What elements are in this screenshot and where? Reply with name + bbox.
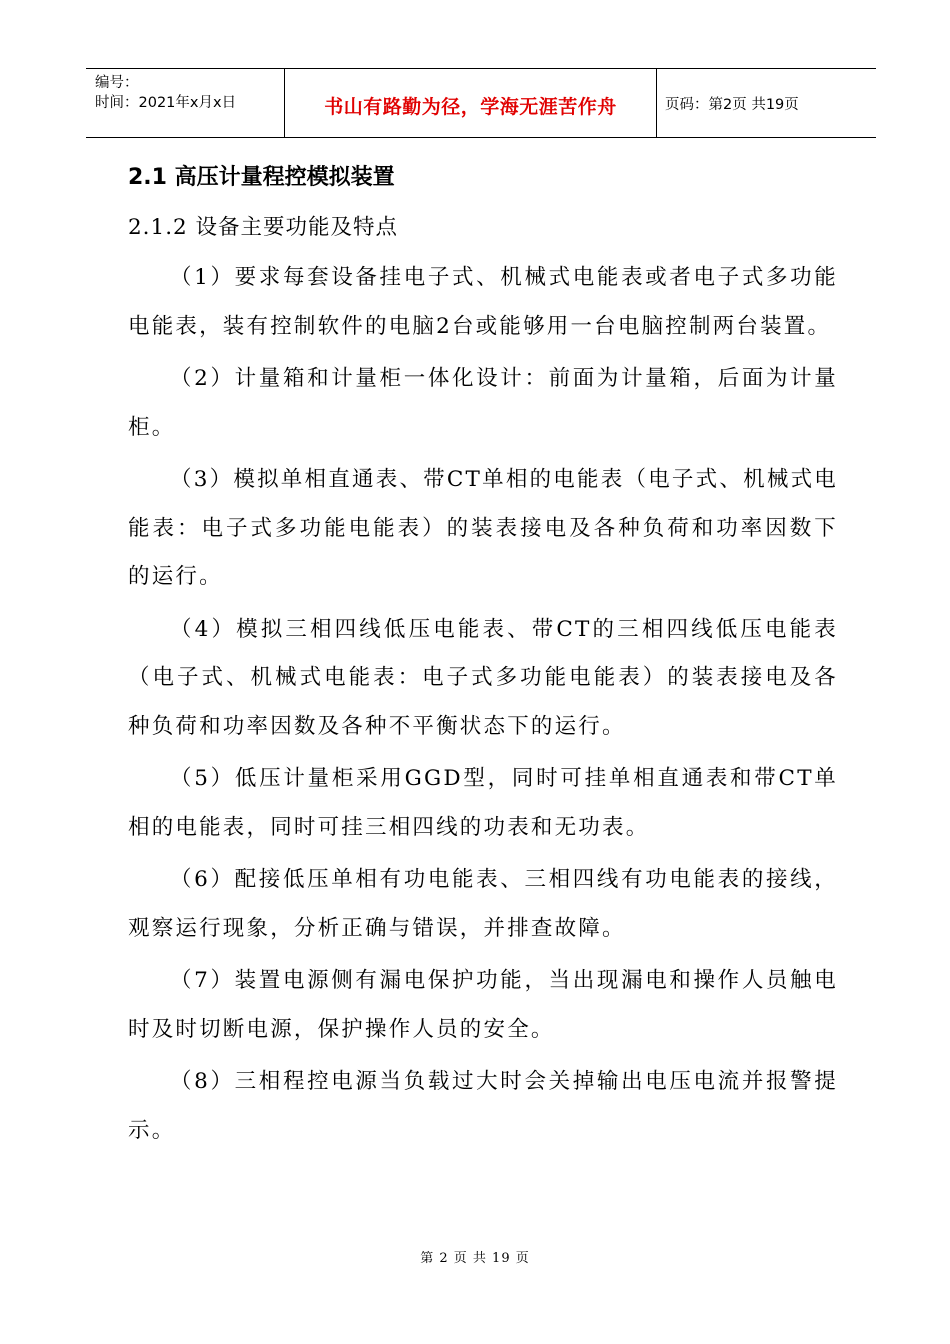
header-motto: 书山有路勤为径，学海无涯苦作舟 bbox=[324, 95, 617, 118]
paragraph-7: （7）装置电源侧有漏电保护功能，当出现漏电和操作人员触电时及时切断电源，保护操作人员的安全。 bbox=[128, 968, 838, 1042]
document-body bbox=[128, 158, 838, 1159]
page-header bbox=[86, 68, 876, 138]
header-motto-cell bbox=[285, 69, 657, 137]
document-time: 时间：2021年x月x日 bbox=[95, 95, 237, 111]
paragraph-4: （4）模拟三相四线低压电能表、带CT的三相四线低压电能表（电子式、机械式电能表：电子式多功能电能表）的装表接电及各种负荷和功率因数及各种不平衡状态下的运行。 bbox=[128, 616, 838, 739]
paragraph-2: （2）计量箱和计量柜一体化设计：前面为计量箱，后面为计量柜。 bbox=[128, 366, 838, 440]
paragraph-6: （6）配接低压单相有功电能表、三相四线有功电能表的接线，观察运行现象，分析正确与错误，并排查故障。 bbox=[128, 867, 838, 941]
section-subtitle: 2.1.2 设备主要功能及特点 bbox=[128, 215, 399, 240]
paragraph-3: （3）模拟单相直通表、带CT单相的电能表（电子式、机械式电能表：电子式多功能电能表）的装表接电及各种负荷和功率因数下的运行。 bbox=[128, 467, 838, 589]
header-page-info: 页码：第2页 共19页 bbox=[665, 96, 799, 113]
paragraph-8: （8）三相程控电源当负载过大时会关掉输出电压电流并报警提示。 bbox=[128, 1069, 838, 1143]
paragraph-5: （5）低压计量柜采用GGD型，同时可挂单相直通表和带CT单相的电能表，同时可挂三相四线的功表和无功表。 bbox=[128, 766, 838, 840]
section-title: 2.1 高压计量程控模拟装置 bbox=[128, 165, 395, 190]
paragraph-1: （1）要求每套设备挂电子式、机械式电能表或者电子式多功能电能表，装有控制软件的电脑2台或能够用一台电脑控制两台装置。 bbox=[128, 265, 838, 339]
page-footer: 第 2 页 共 19 页 bbox=[420, 1251, 530, 1266]
header-meta bbox=[86, 69, 285, 137]
document-number: 编号： bbox=[95, 75, 139, 91]
